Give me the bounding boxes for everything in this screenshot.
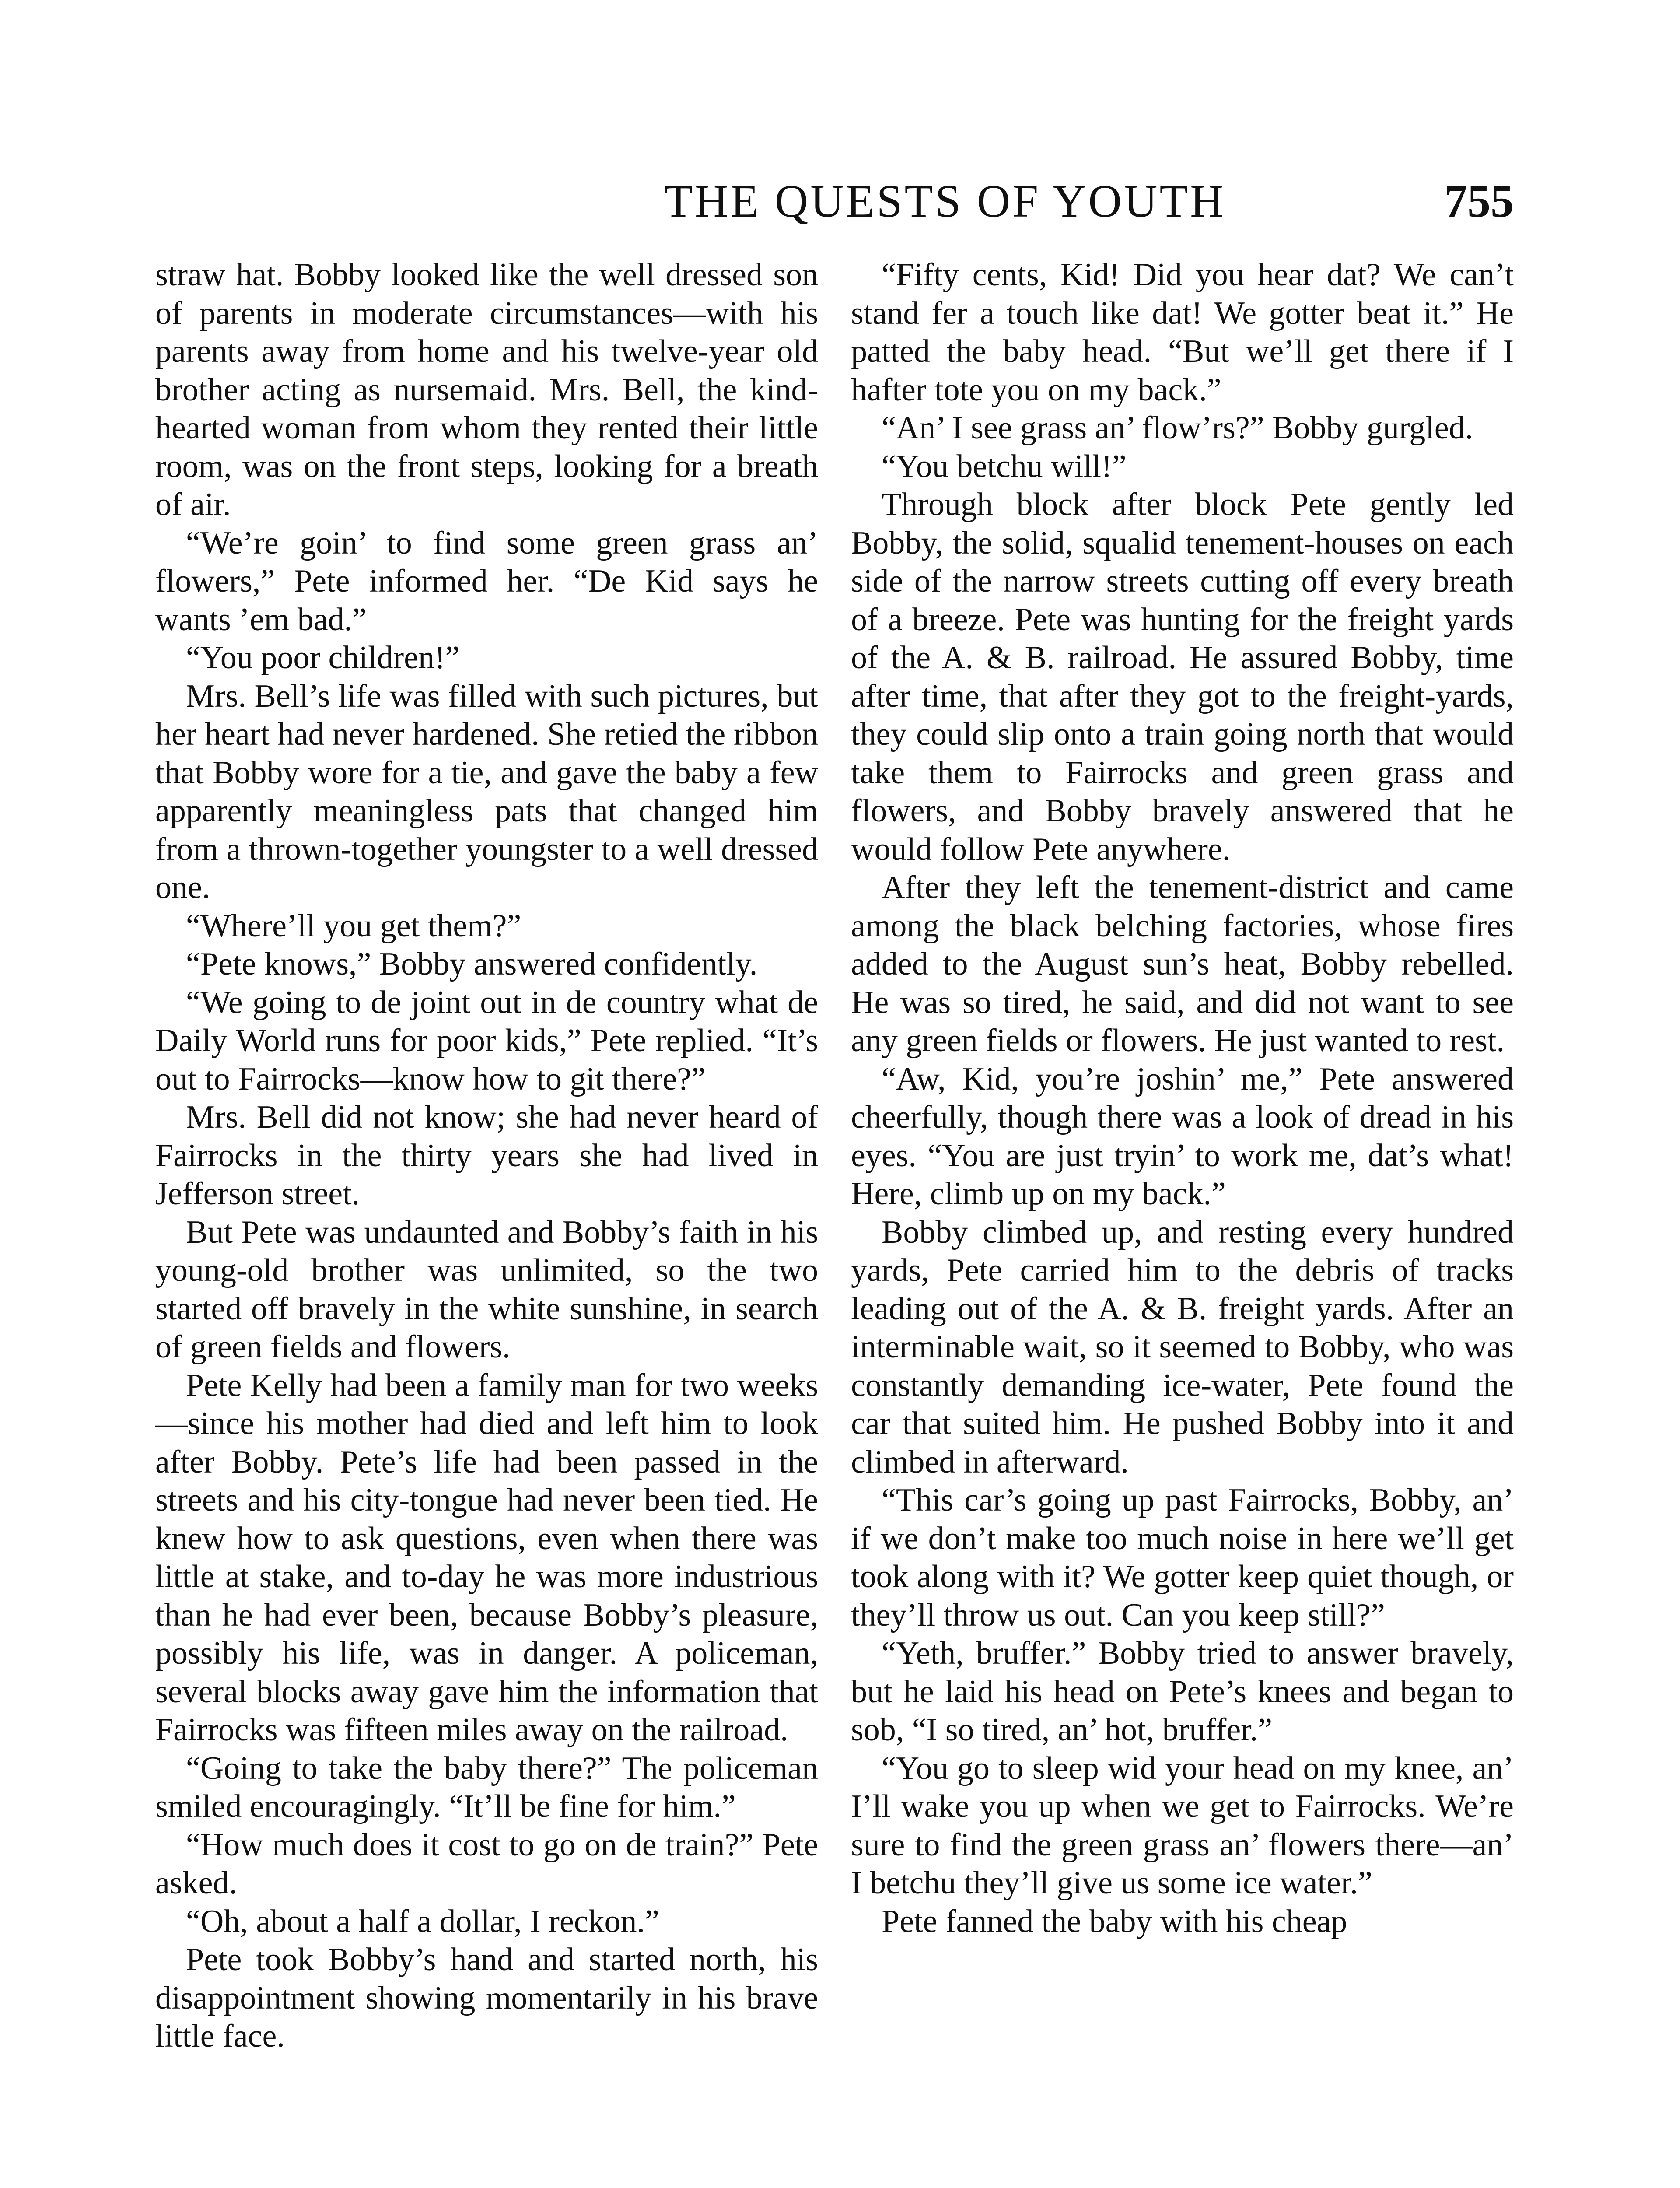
paragraph: “Yeth, bruffer.” Bobby tried to answer bravely, but he laid his head on Pete’s knees and began to sob, “I so tired, an’ hot, bruffer.” bbox=[851, 1635, 1514, 1748]
paragraph: Bobby climbed up, and resting every hundred yards, Pete carried him to the debris of tracks leading out of the A. & B. freight yards. After an interminable wait, so it seemed to Bobby, who was constantly demanding ice-water, Pete found the car that suited him. He pushed Bobby into it and climbed in afterward. bbox=[851, 1214, 1514, 1480]
paragraph: Through block after block Pete gently led Bobby, the solid, squalid tenement-houses on each side of the narrow streets cutting off every breath of a breeze. Pete was hunting for the freight yards of the A. & B. railroad. He assured Bobby, time after time, that after they got to the freight-yards, they could slip onto a train going north that would take them to Fairrocks and green grass and flowers, and Bobby bravely answered that he would follow Pete anywhere. bbox=[851, 487, 1514, 867]
paragraph: “You betchu will!” bbox=[882, 448, 1127, 484]
paragraph: “We going to de joint out in de country what de Daily World runs for poor kids,” Pete replied. “It’s out to Fairrocks—know how to git there?” bbox=[155, 984, 818, 1097]
paragraph: Pete fanned the baby with his cheap bbox=[882, 1903, 1348, 1939]
paragraph: But Pete was undaunted and Bobby’s faith in his young-old brother was unlimited, so the two started off bravely in the white sunshine, in search of green fields and flowers. bbox=[155, 1214, 818, 1365]
right-column bbox=[851, 256, 1514, 1941]
paragraph: Mrs. Bell did not know; she had never heard of Fairrocks in the thirty years she had lived in Jefferson street. bbox=[155, 1099, 818, 1212]
paragraph: “How much does it cost to go on de train?” Pete asked. bbox=[155, 1827, 818, 1901]
paragraph: “Pete knows,” Bobby answered confidently. bbox=[186, 946, 758, 982]
left-column bbox=[155, 256, 818, 2056]
paragraph: “Oh, about a half a dollar, I reckon.” bbox=[186, 1903, 659, 1939]
paragraph: Pete took Bobby’s hand and started north, his disappointment showing momentarily in his brave little face. bbox=[155, 1942, 818, 2054]
paragraph: “Fifty cents, Kid! Did you hear dat? We can’t stand fer a touch like dat! We gotter beat it.” He patted the baby head. “But we’ll get there if I hafter tote you on my back.” bbox=[851, 257, 1514, 408]
paragraph: “You poor children!” bbox=[186, 640, 460, 676]
paragraph: “You go to sleep wid your head on my knee, an’ I’ll wake you up when we get to Fairrocks. We’re sure to find the green grass an’ flowers there—an’ I betchu they’ll give us some ice water.” bbox=[851, 1750, 1514, 1901]
paragraph: Pete Kelly had been a family man for two weeks—since his mother had died and left him to look after Bobby. Pete’s life had been passed in the streets and his city-tongue had never been tied. He knew how to ask questions, even when there was little at stake, and to-day he was more industrious than he had ever been, because Bobby’s pleasure, possibly his life, was in danger. A policeman, several blocks away gave him the information that Fairrocks was fifteen miles away on the railroad. bbox=[155, 1367, 818, 1748]
paragraph: straw hat. Bobby looked like the well dressed son of parents in moderate circumstances—with his parents away from home and his twelve-year old brother acting as nursemaid. Mrs. Bell, the kind-hearted woman from whom they rented their little room, was on the front steps, looking for a breath of air. bbox=[155, 257, 818, 522]
page-header bbox=[144, 173, 1514, 230]
paragraph: “We’re goin’ to find some green grass an’ flowers,” Pete informed her. “De Kid says he wants ’em bad.” bbox=[155, 525, 818, 638]
paragraph: “Aw, Kid, you’re joshin’ me,” Pete answered cheerfully, though there was a look of dread in his eyes. “You are just tryin’ to work me, dat’s what! Here, climb up on my back.” bbox=[851, 1061, 1514, 1212]
page-number: 755 bbox=[1444, 175, 1514, 227]
running-head: THE QUESTS OF YOUTH bbox=[664, 175, 1226, 227]
paragraph: Mrs. Bell’s life was filled with such pictures, but her heart had never hardened. She retied the ribbon that Bobby wore for a tie, and gave the baby a few apparently meaningless pats that changed him from a thrown-together youngster to a well dressed one. bbox=[155, 678, 818, 905]
paragraph: “This car’s going up past Fairrocks, Bobby, an’ if we don’t make too much noise in here we’ll get took along with it? We gotter keep quiet though, or they’ll throw us out. Can you keep still?” bbox=[851, 1482, 1514, 1633]
paragraph: “Where’ll you get them?” bbox=[186, 908, 522, 944]
paragraph: After they left the tenement-district and came among the black belching factories, whose fires added to the August sun’s heat, Bobby rebelled. He was so tired, he said, and did not want to see any green fields or flowers. He just wanted to rest. bbox=[851, 870, 1514, 1059]
paragraph: “An’ I see grass an’ flow’rs?” Bobby gurgled. bbox=[882, 410, 1474, 446]
paragraph: “Going to take the baby there?” The policeman smiled encouragingly. “It’ll be fine for him.” bbox=[155, 1750, 818, 1824]
